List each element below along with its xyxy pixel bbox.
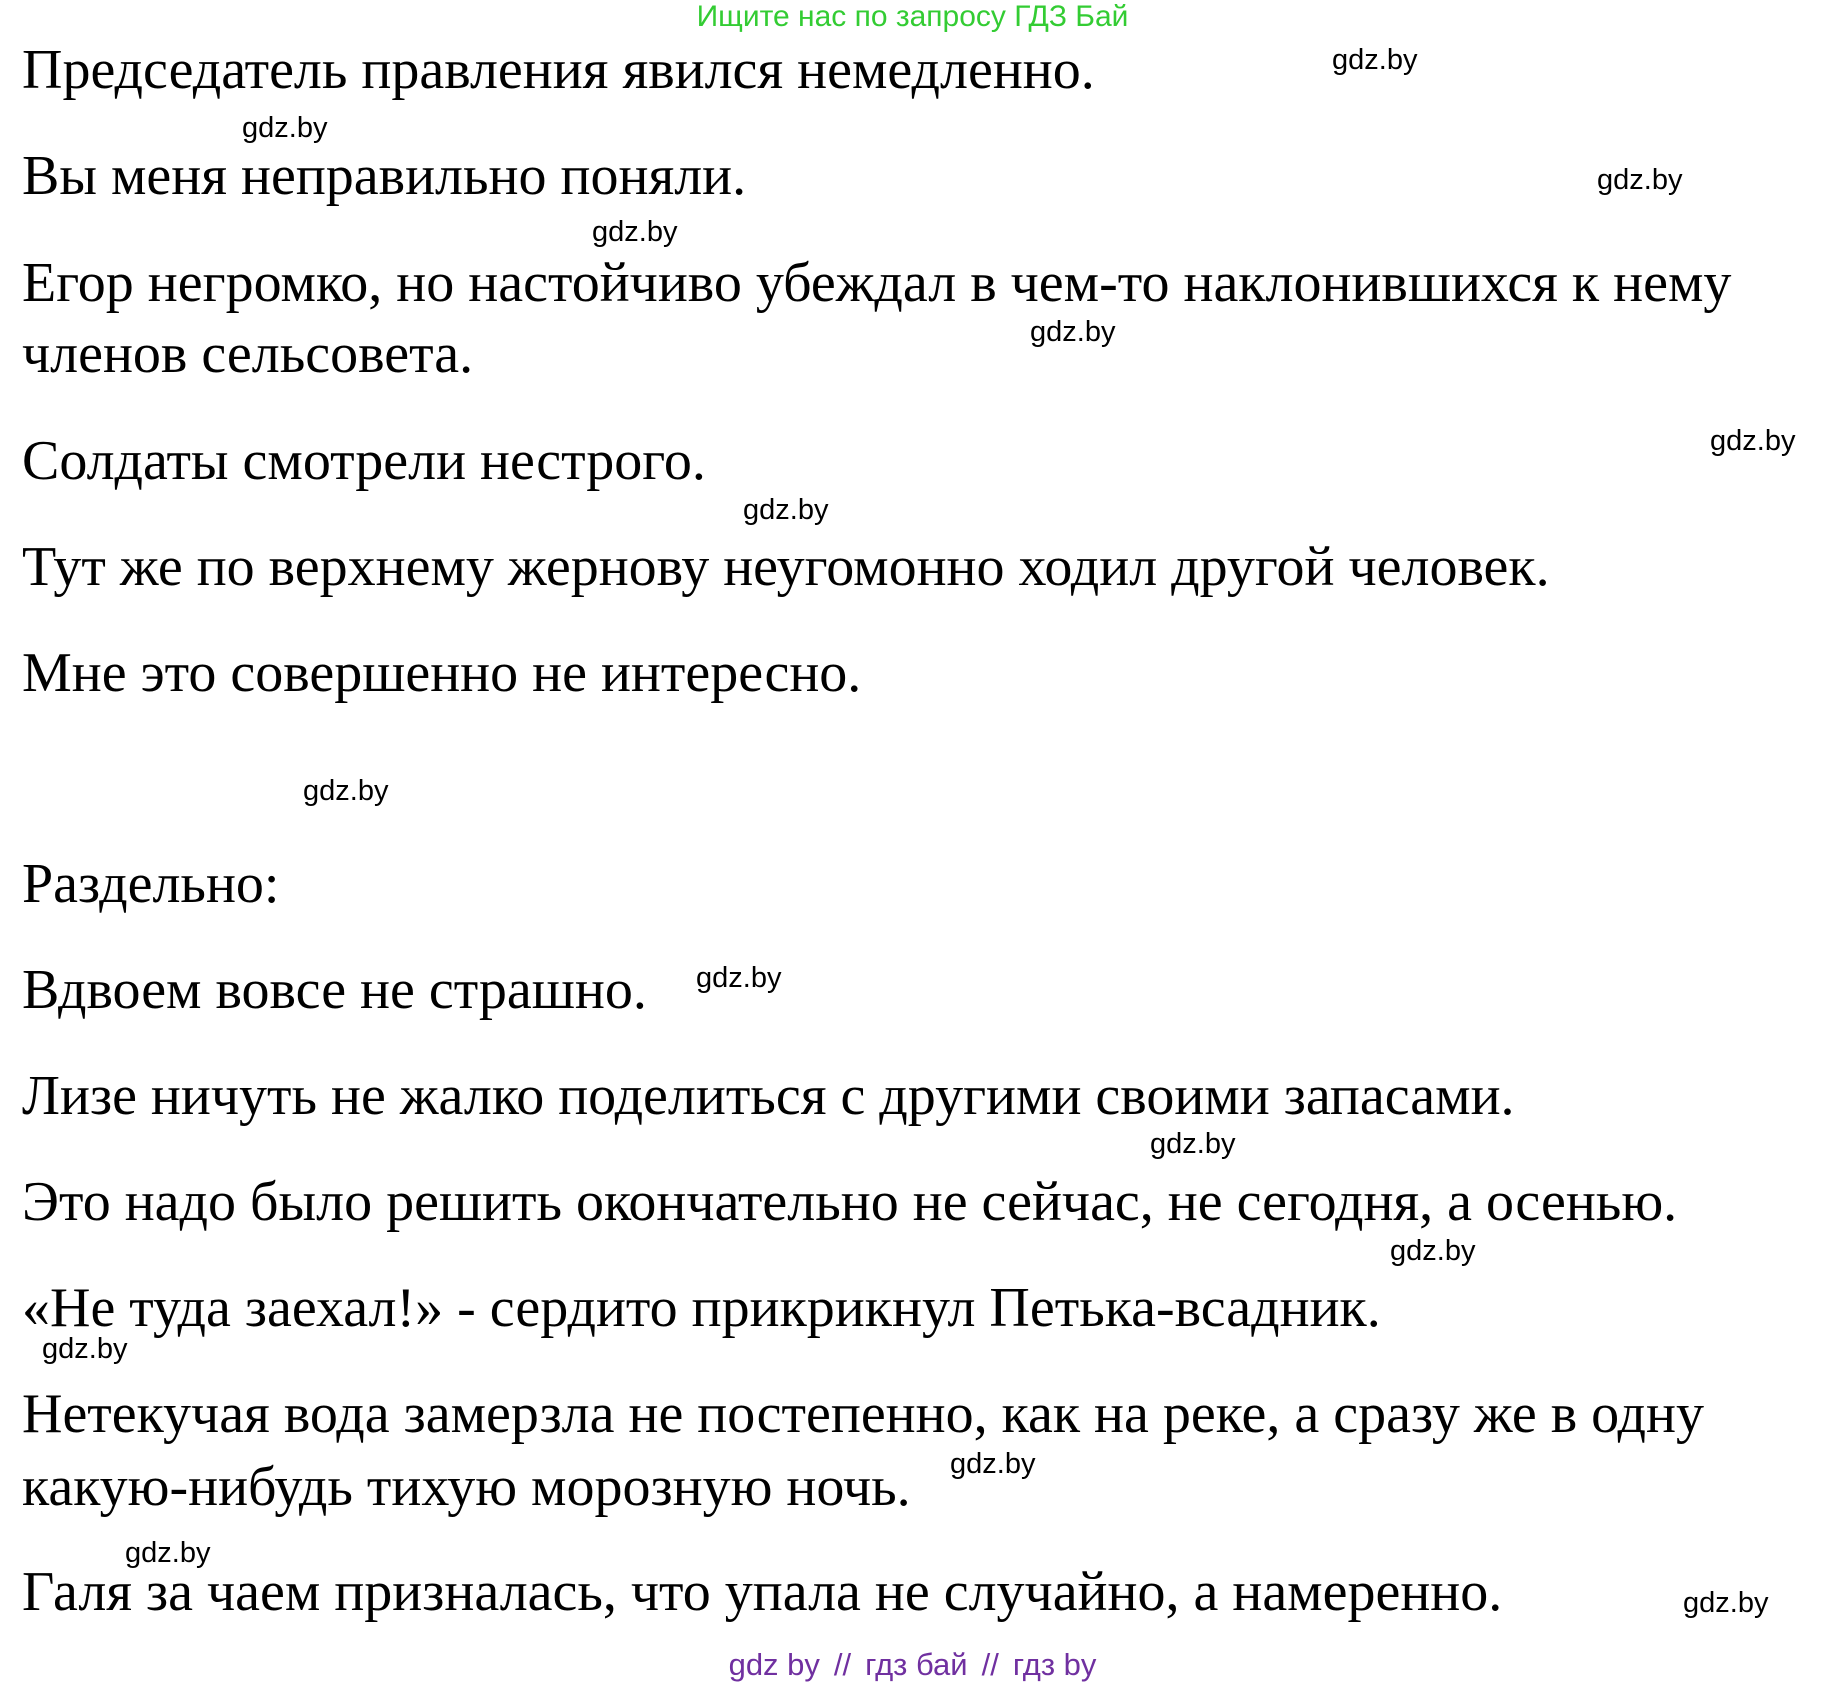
watermark: gdz.by bbox=[1597, 164, 1683, 196]
footer-link-gdz-by-cyr[interactable]: гдз by bbox=[1012, 1647, 1097, 1682]
watermark: gdz.by bbox=[1390, 1235, 1476, 1267]
watermark: gdz.by bbox=[743, 494, 829, 526]
text-line-8: Раздельно: bbox=[22, 853, 280, 915]
watermark: gdz.by bbox=[1030, 316, 1116, 348]
header-note: Ищите нас по запросу ГДЗ Бай bbox=[696, 0, 1129, 33]
text-line-12: «Не туда заехал!» - сердито прикрикнул Петька-всадник. bbox=[22, 1277, 1381, 1339]
text-line-9: Вдвоем вовсе не страшно. bbox=[22, 959, 647, 1021]
text-line-11: Это надо было решить окончательно не сейчас, не сегодня, а осенью. bbox=[22, 1171, 1678, 1233]
text-line-5: Солдаты смотрели нестрого. bbox=[22, 430, 706, 492]
watermark: gdz.by bbox=[950, 1448, 1036, 1480]
watermark: gdz.by bbox=[1710, 425, 1796, 457]
text-line-2: Вы меня неправильно поняли. bbox=[22, 145, 747, 207]
watermark: gdz.by bbox=[42, 1333, 128, 1365]
text-line-7: Мне это совершенно не интересно. bbox=[22, 642, 862, 704]
text-line-15: Галя за чаем призналась, что упала не случайно, а намеренно. bbox=[22, 1561, 1503, 1623]
watermark: gdz.by bbox=[303, 775, 389, 807]
footer-link-gdz-bai[interactable]: гдз бай bbox=[865, 1647, 968, 1682]
text-line-1: Председатель правления явился немедленно. bbox=[22, 39, 1095, 101]
watermark: gdz.by bbox=[242, 112, 328, 144]
footer-separator: // bbox=[833, 1647, 852, 1682]
text-line-4: членов сельсовета. bbox=[22, 323, 474, 385]
footer-links bbox=[0, 1648, 1825, 1682]
text-line-6: Тут же по верхнему жернову неугомонно ходил другой человек. bbox=[22, 536, 1550, 598]
watermark: gdz.by bbox=[1150, 1128, 1236, 1160]
watermark: gdz.by bbox=[125, 1537, 211, 1569]
watermark: gdz.by bbox=[1683, 1587, 1769, 1619]
watermark: gdz.by bbox=[592, 216, 678, 248]
text-line-10: Лизе ничуть не жалко поделиться с другими своими запасами. bbox=[22, 1065, 1515, 1127]
text-line-14: какую-нибудь тихую морозную ночь. bbox=[22, 1456, 911, 1518]
watermark: gdz.by bbox=[696, 962, 782, 994]
watermark: gdz.by bbox=[1332, 44, 1418, 76]
footer-separator: // bbox=[981, 1647, 999, 1682]
text-line-13: Нетекучая вода замерзла не постепенно, как на реке, а сразу же в одну bbox=[22, 1383, 1704, 1445]
footer-link-gdz-by[interactable]: gdz by bbox=[728, 1647, 820, 1682]
text-line-3: Егор негромко, но настойчиво убеждал в чем-то наклонившихся к нему bbox=[22, 252, 1732, 314]
